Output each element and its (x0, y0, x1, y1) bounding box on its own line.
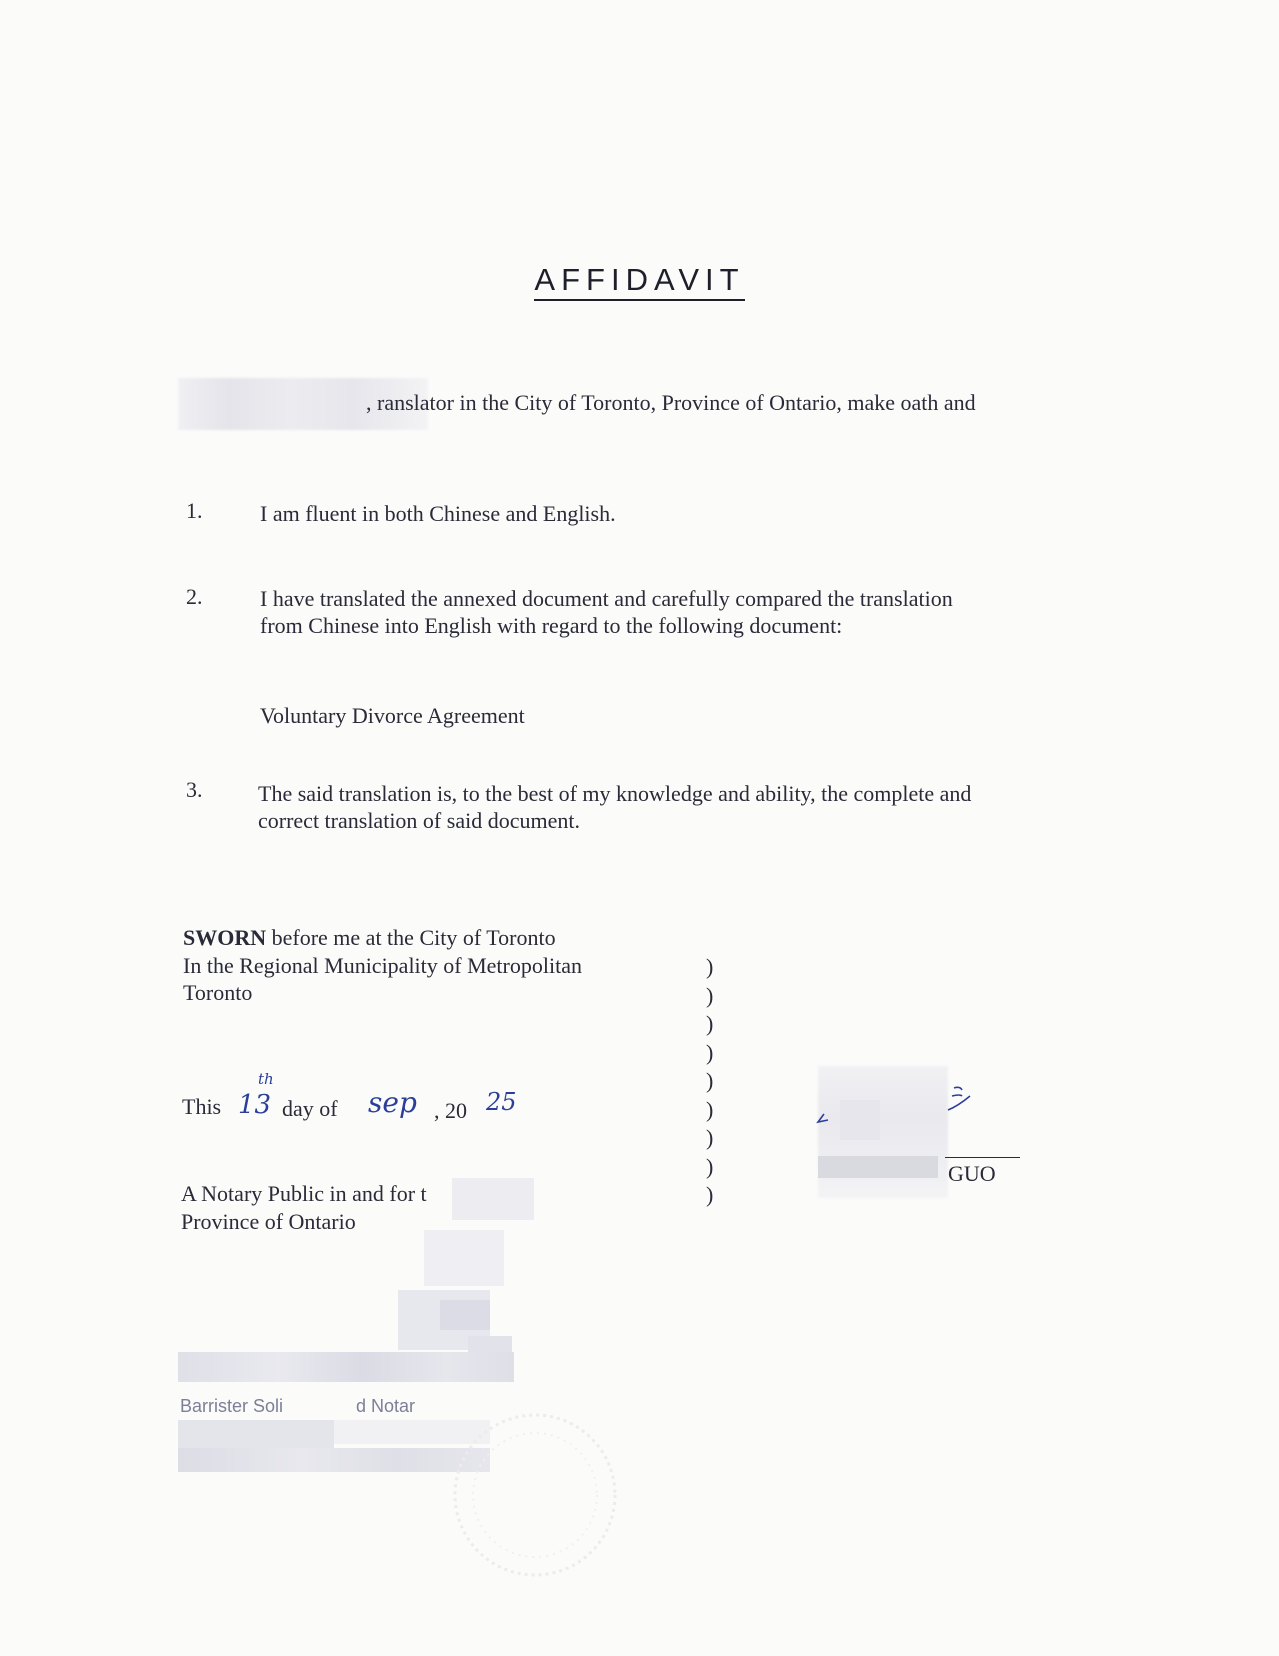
redacted-notary-signature-2 (424, 1230, 504, 1286)
signature-scribble-icon (812, 1074, 972, 1144)
item-1-number: 1. (186, 498, 203, 523)
item-2-number: 2. (186, 584, 203, 609)
sworn-bold: SWORN (183, 925, 267, 950)
handwritten-day: 13 (238, 1090, 272, 1120)
item-2-line-1: I have translated the annexed document and carefully compared the translation (260, 586, 953, 611)
document-title (0, 262, 1279, 298)
redacted-notary-name (178, 1352, 514, 1382)
handwritten-month: sep (368, 1086, 417, 1119)
stamp-text-left: Barrister Soli (180, 1396, 284, 1416)
item-1-text: I am fluent in both Chinese and English. (260, 501, 616, 526)
notary-line-1: A Notary Public in and for t (181, 1181, 427, 1206)
sworn-line-2: In the Regional Municipality of Metropolitan (183, 953, 582, 978)
item-3-line-1: The said translation is, to the best of my knowledge and ability, the complete and (258, 781, 972, 806)
item-3-line-2: correct translation of said document. (258, 808, 580, 833)
sworn-line-1 (183, 924, 556, 951)
handwritten-day-suffix: th (258, 1070, 274, 1088)
date-year-prefix: , 20 (434, 1098, 467, 1123)
handwritten-year: 25 (486, 1088, 517, 1116)
signatory-surname: GUO (948, 1161, 996, 1186)
document-name: Voluntary Divorce Agreement (260, 703, 525, 728)
item-3-number: 3. (186, 777, 203, 802)
sworn-line-3: Toronto (183, 980, 253, 1005)
stamp-text-right: d Notar (356, 1396, 416, 1416)
notary-line-2: Province of Ontario (181, 1209, 356, 1234)
redacted-notary-signature-1 (452, 1178, 534, 1220)
redacted-notary-signature-4 (440, 1300, 490, 1330)
signature-line (945, 1157, 1020, 1158)
signature-pixel-1 (818, 1156, 938, 1178)
item-2-line-2: from Chinese into English with regard to the following document: (260, 613, 843, 638)
faint-seal-icon (420, 1400, 650, 1590)
title-text: AFFIDAVIT (534, 262, 744, 301)
date-this: This (182, 1094, 222, 1119)
parenthesis-column: ) ) ) ) ) ) ) ) ) (706, 954, 714, 1207)
intro-line: , ranslator in the City of Toronto, Province of Ontario, make oath and (366, 390, 976, 415)
date-day-of: day of (282, 1096, 338, 1121)
sworn-line-1-rest: before me at the City of Toronto (266, 925, 556, 950)
